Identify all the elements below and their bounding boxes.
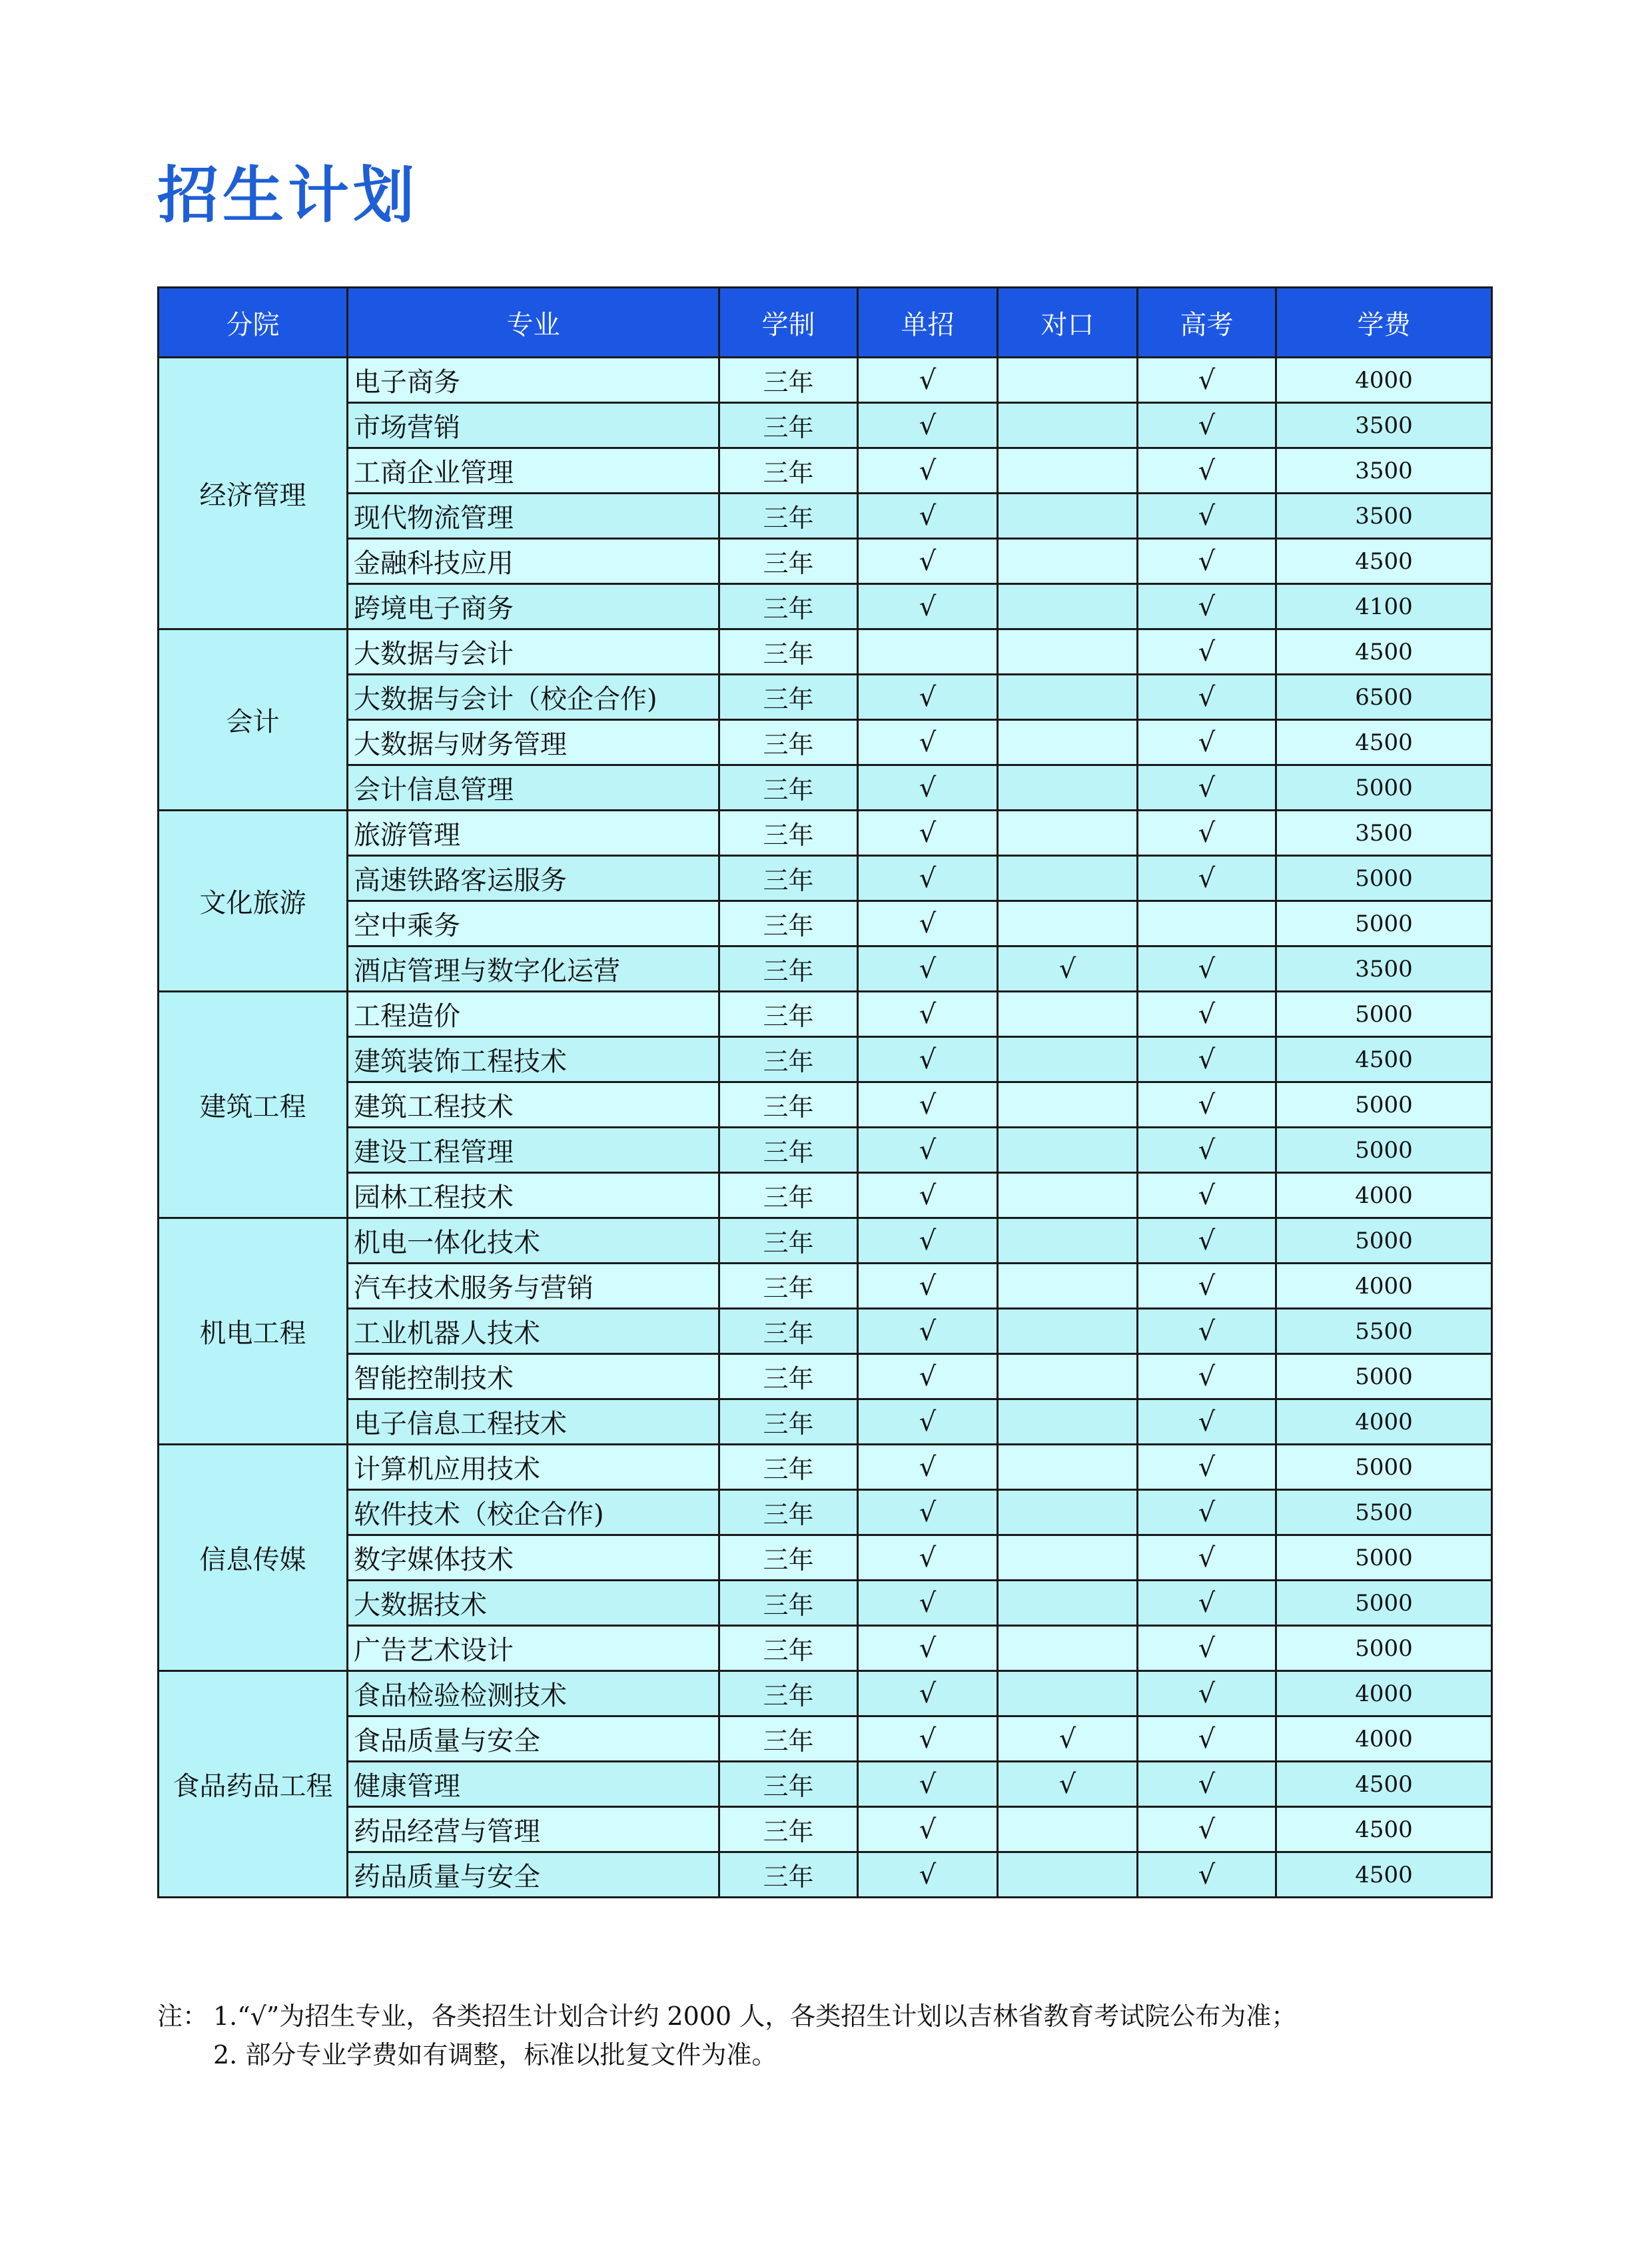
duikou-check-cell: [998, 358, 1138, 403]
duration-cell: 三年: [719, 675, 858, 720]
danzhao-check-cell: √: [858, 992, 998, 1037]
gaokao-check-cell: √: [1138, 1762, 1276, 1807]
duikou-check-cell: [998, 675, 1138, 720]
fee-cell: 4000: [1276, 358, 1492, 403]
major-cell: 工商企业管理: [348, 448, 719, 494]
duikou-check-cell: [998, 629, 1138, 675]
danzhao-check-cell: √: [858, 1535, 998, 1581]
danzhao-check-cell: [858, 629, 998, 675]
footnote-text-2: 2. 部分专业学费如有调整，标准以批复文件为准。: [213, 2040, 777, 2069]
major-cell: 食品质量与安全: [348, 1716, 719, 1762]
table-row: [159, 1309, 1492, 1354]
danzhao-check-cell: √: [858, 1852, 998, 1898]
table-row: [159, 1445, 1492, 1490]
duration-cell: 三年: [719, 1309, 858, 1354]
danzhao-check-cell: √: [858, 1082, 998, 1128]
major-cell: 大数据技术: [348, 1581, 719, 1626]
duikou-check-cell: [998, 992, 1138, 1037]
major-cell: 机电一体化技术: [348, 1218, 719, 1264]
table-row: [159, 358, 1492, 403]
duikou-check-cell: √: [998, 946, 1138, 992]
duration-cell: 三年: [719, 1626, 858, 1671]
major-cell: 食品检验检测技术: [348, 1671, 719, 1716]
fee-cell: 4500: [1276, 629, 1492, 675]
major-cell: 大数据与财务管理: [348, 720, 719, 765]
department-cell: 信息传媒: [159, 1445, 348, 1671]
duration-cell: 三年: [719, 1762, 858, 1807]
duration-cell: 三年: [719, 584, 858, 629]
fee-cell: 4500: [1276, 1762, 1492, 1807]
table-row: [159, 1128, 1492, 1173]
major-cell: 会计信息管理: [348, 765, 719, 811]
major-cell: 跨境电子商务: [348, 584, 719, 629]
major-cell: 数字媒体技术: [348, 1535, 719, 1581]
table-row: [159, 1354, 1492, 1399]
duikou-check-cell: [998, 1218, 1138, 1264]
gaokao-check-cell: √: [1138, 1354, 1276, 1399]
danzhao-check-cell: √: [858, 1445, 998, 1490]
table-row: [159, 675, 1492, 720]
fee-cell: 5000: [1276, 1626, 1492, 1671]
duration-cell: 三年: [719, 720, 858, 765]
duikou-check-cell: [998, 1626, 1138, 1671]
gaokao-check-cell: √: [1138, 1218, 1276, 1264]
duration-cell: 三年: [719, 1716, 858, 1762]
table-row: [159, 584, 1492, 629]
major-cell: 软件技术（校企合作): [348, 1490, 719, 1535]
gaokao-check-cell: √: [1138, 1490, 1276, 1535]
gaokao-check-cell: √: [1138, 1581, 1276, 1626]
gaokao-check-cell: √: [1138, 992, 1276, 1037]
department-cell: 食品药品工程: [159, 1671, 348, 1898]
column-header-major: 专业: [348, 288, 719, 358]
duikou-check-cell: [998, 448, 1138, 494]
department-cell: 文化旅游: [159, 811, 348, 992]
duikou-check-cell: [998, 856, 1138, 901]
table-row: [159, 946, 1492, 992]
table-row: [159, 811, 1492, 856]
table-row: [159, 1037, 1492, 1082]
major-cell: 电子信息工程技术: [348, 1399, 719, 1445]
gaokao-check-cell: √: [1138, 811, 1276, 856]
duration-cell: 三年: [719, 1218, 858, 1264]
footnote-line-1: [157, 1997, 1296, 2036]
duration-cell: 三年: [719, 1264, 858, 1309]
duration-cell: 三年: [719, 765, 858, 811]
duikou-check-cell: [998, 1807, 1138, 1852]
department-cell: 建筑工程: [159, 992, 348, 1218]
major-cell: 智能控制技术: [348, 1354, 719, 1399]
gaokao-check-cell: √: [1138, 1264, 1276, 1309]
danzhao-check-cell: √: [858, 811, 998, 856]
gaokao-check-cell: √: [1138, 1535, 1276, 1581]
danzhao-check-cell: √: [858, 1671, 998, 1716]
gaokao-check-cell: √: [1138, 946, 1276, 992]
enrollment-plan-table: [157, 286, 1493, 1898]
footnotes: [157, 1997, 1296, 2074]
duikou-check-cell: [998, 765, 1138, 811]
table-row: [159, 1173, 1492, 1218]
fee-cell: 4500: [1276, 1852, 1492, 1898]
danzhao-check-cell: √: [858, 720, 998, 765]
table-row: [159, 1762, 1492, 1807]
fee-cell: 3500: [1276, 448, 1492, 494]
duration-cell: 三年: [719, 1354, 858, 1399]
gaokao-check-cell: √: [1138, 1128, 1276, 1173]
major-cell: 工程造价: [348, 992, 719, 1037]
fee-cell: 5000: [1276, 765, 1492, 811]
column-header-fee: 学费: [1276, 288, 1492, 358]
fee-cell: 5500: [1276, 1490, 1492, 1535]
duration-cell: 三年: [719, 946, 858, 992]
danzhao-check-cell: √: [858, 1399, 998, 1445]
duikou-check-cell: [998, 539, 1138, 584]
fee-cell: 5000: [1276, 1581, 1492, 1626]
table-row: [159, 1490, 1492, 1535]
table-row: [159, 448, 1492, 494]
danzhao-check-cell: √: [858, 1173, 998, 1218]
fee-cell: 5000: [1276, 1445, 1492, 1490]
duration-cell: 三年: [719, 856, 858, 901]
fee-cell: 6500: [1276, 675, 1492, 720]
table-row: [159, 1581, 1492, 1626]
gaokao-check-cell: √: [1138, 1399, 1276, 1445]
table-row: [159, 1399, 1492, 1445]
gaokao-check-cell: √: [1138, 1082, 1276, 1128]
fee-cell: 5000: [1276, 1354, 1492, 1399]
duration-cell: 三年: [719, 992, 858, 1037]
duikou-check-cell: [998, 1490, 1138, 1535]
danzhao-check-cell: √: [858, 1354, 998, 1399]
duikou-check-cell: [998, 1082, 1138, 1128]
duration-cell: 三年: [719, 358, 858, 403]
danzhao-check-cell: √: [858, 494, 998, 539]
table-row: [159, 539, 1492, 584]
duration-cell: 三年: [719, 1399, 858, 1445]
major-cell: 现代物流管理: [348, 494, 719, 539]
danzhao-check-cell: √: [858, 1626, 998, 1671]
gaokao-check-cell: √: [1138, 1309, 1276, 1354]
table-row: [159, 1716, 1492, 1762]
fee-cell: 5000: [1276, 1082, 1492, 1128]
table-row: [159, 1535, 1492, 1581]
danzhao-check-cell: √: [858, 1037, 998, 1082]
fee-cell: 5000: [1276, 1128, 1492, 1173]
page-title: 招生计划: [157, 160, 419, 231]
danzhao-check-cell: √: [858, 946, 998, 992]
duikou-check-cell: [998, 901, 1138, 946]
footnote-prefix: 注：: [157, 2002, 208, 2031]
table-row: [159, 1264, 1492, 1309]
gaokao-check-cell: √: [1138, 765, 1276, 811]
fee-cell: 5000: [1276, 1535, 1492, 1581]
danzhao-check-cell: √: [858, 1490, 998, 1535]
table-row: [159, 765, 1492, 811]
fee-cell: 4500: [1276, 1037, 1492, 1082]
major-cell: 电子商务: [348, 358, 719, 403]
duikou-check-cell: [998, 403, 1138, 448]
duikou-check-cell: [998, 811, 1138, 856]
fee-cell: 5000: [1276, 856, 1492, 901]
major-cell: 高速铁路客运服务: [348, 856, 719, 901]
major-cell: 药品经营与管理: [348, 1807, 719, 1852]
fee-cell: 4000: [1276, 1173, 1492, 1218]
major-cell: 建筑工程技术: [348, 1082, 719, 1128]
duration-cell: 三年: [719, 1581, 858, 1626]
fee-cell: 4000: [1276, 1264, 1492, 1309]
major-cell: 建设工程管理: [348, 1128, 719, 1173]
gaokao-check-cell: √: [1138, 403, 1276, 448]
duration-cell: 三年: [719, 1535, 858, 1581]
fee-cell: 3500: [1276, 946, 1492, 992]
gaokao-check-cell: √: [1138, 448, 1276, 494]
gaokao-check-cell: √: [1138, 1807, 1276, 1852]
gaokao-check-cell: √: [1138, 539, 1276, 584]
gaokao-check-cell: √: [1138, 1852, 1276, 1898]
danzhao-check-cell: √: [858, 675, 998, 720]
major-cell: 大数据与会计: [348, 629, 719, 675]
danzhao-check-cell: √: [858, 1716, 998, 1762]
table-row: [159, 494, 1492, 539]
major-cell: 园林工程技术: [348, 1173, 719, 1218]
fee-cell: 3500: [1276, 811, 1492, 856]
fee-cell: 5000: [1276, 901, 1492, 946]
major-cell: 工业机器人技术: [348, 1309, 719, 1354]
table-row: [159, 629, 1492, 675]
duration-cell: 三年: [719, 1445, 858, 1490]
duration-cell: 三年: [719, 901, 858, 946]
duikou-check-cell: [998, 1581, 1138, 1626]
major-cell: 健康管理: [348, 1762, 719, 1807]
major-cell: 金融科技应用: [348, 539, 719, 584]
duikou-check-cell: [998, 584, 1138, 629]
gaokao-check-cell: √: [1138, 856, 1276, 901]
table-row: [159, 1852, 1492, 1898]
gaokao-check-cell: [1138, 901, 1276, 946]
danzhao-check-cell: √: [858, 1581, 998, 1626]
duration-cell: 三年: [719, 1173, 858, 1218]
gaokao-check-cell: √: [1138, 1037, 1276, 1082]
danzhao-check-cell: √: [858, 403, 998, 448]
column-header-department: 分院: [159, 288, 348, 358]
duration-cell: 三年: [719, 1852, 858, 1898]
column-header-gaokao: 高考: [1138, 288, 1276, 358]
table-row: [159, 856, 1492, 901]
danzhao-check-cell: √: [858, 1128, 998, 1173]
major-cell: 汽车技术服务与营销: [348, 1264, 719, 1309]
table-row: [159, 1082, 1492, 1128]
major-cell: 建筑装饰工程技术: [348, 1037, 719, 1082]
fee-cell: 5000: [1276, 1218, 1492, 1264]
duikou-check-cell: [998, 1399, 1138, 1445]
duration-cell: 三年: [719, 448, 858, 494]
major-cell: 市场营销: [348, 403, 719, 448]
danzhao-check-cell: √: [858, 901, 998, 946]
duration-cell: 三年: [719, 1490, 858, 1535]
fee-cell: 5500: [1276, 1309, 1492, 1354]
fee-cell: 5000: [1276, 992, 1492, 1037]
footnote-text-1: 1.“√”为招生专业，各类招生计划合计约 2000 人，各类招生计划以吉林省教育考试院公布为准；: [213, 2002, 1297, 2031]
duration-cell: 三年: [719, 1082, 858, 1128]
danzhao-check-cell: √: [858, 448, 998, 494]
danzhao-check-cell: √: [858, 358, 998, 403]
danzhao-check-cell: √: [858, 539, 998, 584]
gaokao-check-cell: √: [1138, 494, 1276, 539]
duration-cell: 三年: [719, 539, 858, 584]
major-cell: 旅游管理: [348, 811, 719, 856]
fee-cell: 4500: [1276, 720, 1492, 765]
fee-cell: 4500: [1276, 539, 1492, 584]
fee-cell: 3500: [1276, 403, 1492, 448]
gaokao-check-cell: √: [1138, 1716, 1276, 1762]
gaokao-check-cell: √: [1138, 1626, 1276, 1671]
danzhao-check-cell: √: [858, 1807, 998, 1852]
duikou-check-cell: [998, 1354, 1138, 1399]
danzhao-check-cell: √: [858, 1762, 998, 1807]
duikou-check-cell: [998, 1535, 1138, 1581]
danzhao-check-cell: √: [858, 1309, 998, 1354]
danzhao-check-cell: √: [858, 584, 998, 629]
gaokao-check-cell: √: [1138, 720, 1276, 765]
danzhao-check-cell: √: [858, 1264, 998, 1309]
column-header-duration: 学制: [719, 288, 858, 358]
duikou-check-cell: [998, 494, 1138, 539]
duikou-check-cell: [998, 1173, 1138, 1218]
major-cell: 空中乘务: [348, 901, 719, 946]
duikou-check-cell: [998, 1264, 1138, 1309]
table-row: [159, 1626, 1492, 1671]
danzhao-check-cell: √: [858, 856, 998, 901]
duration-cell: 三年: [719, 494, 858, 539]
duikou-check-cell: [998, 1128, 1138, 1173]
duikou-check-cell: [998, 1445, 1138, 1490]
table-row: [159, 1807, 1492, 1852]
duikou-check-cell: √: [998, 1716, 1138, 1762]
gaokao-check-cell: √: [1138, 1671, 1276, 1716]
duikou-check-cell: [998, 1309, 1138, 1354]
gaokao-check-cell: √: [1138, 1445, 1276, 1490]
duikou-check-cell: [998, 1037, 1138, 1082]
table-header-row: [159, 288, 1492, 358]
duration-cell: 三年: [719, 1671, 858, 1716]
table-row: [159, 992, 1492, 1037]
table-row: [159, 1218, 1492, 1264]
table-body: [159, 358, 1492, 1898]
major-cell: 广告艺术设计: [348, 1626, 719, 1671]
major-cell: 酒店管理与数字化运营: [348, 946, 719, 992]
gaokao-check-cell: √: [1138, 675, 1276, 720]
gaokao-check-cell: √: [1138, 584, 1276, 629]
major-cell: 大数据与会计（校企合作): [348, 675, 719, 720]
duration-cell: 三年: [719, 403, 858, 448]
duikou-check-cell: [998, 720, 1138, 765]
duikou-check-cell: [998, 1852, 1138, 1898]
gaokao-check-cell: √: [1138, 1173, 1276, 1218]
table-row: [159, 403, 1492, 448]
department-cell: 机电工程: [159, 1218, 348, 1445]
duration-cell: 三年: [719, 1037, 858, 1082]
fee-cell: 4500: [1276, 1807, 1492, 1852]
fee-cell: 4100: [1276, 584, 1492, 629]
table-row: [159, 1671, 1492, 1716]
table-row: [159, 720, 1492, 765]
fee-cell: 4000: [1276, 1671, 1492, 1716]
major-cell: 计算机应用技术: [348, 1445, 719, 1490]
duration-cell: 三年: [719, 811, 858, 856]
duikou-check-cell: √: [998, 1762, 1138, 1807]
fee-cell: 4000: [1276, 1399, 1492, 1445]
column-header-danzhao: 单招: [858, 288, 998, 358]
column-header-duikou: 对口: [998, 288, 1138, 358]
duration-cell: 三年: [719, 629, 858, 675]
danzhao-check-cell: √: [858, 1218, 998, 1264]
duration-cell: 三年: [719, 1128, 858, 1173]
duration-cell: 三年: [719, 1807, 858, 1852]
fee-cell: 4000: [1276, 1716, 1492, 1762]
duikou-check-cell: [998, 1671, 1138, 1716]
footnote-line-2: [157, 2036, 1296, 2074]
department-cell: 经济管理: [159, 358, 348, 629]
fee-cell: 3500: [1276, 494, 1492, 539]
danzhao-check-cell: √: [858, 765, 998, 811]
major-cell: 药品质量与安全: [348, 1852, 719, 1898]
gaokao-check-cell: √: [1138, 629, 1276, 675]
department-cell: 会计: [159, 629, 348, 811]
table-row: [159, 901, 1492, 946]
gaokao-check-cell: √: [1138, 358, 1276, 403]
